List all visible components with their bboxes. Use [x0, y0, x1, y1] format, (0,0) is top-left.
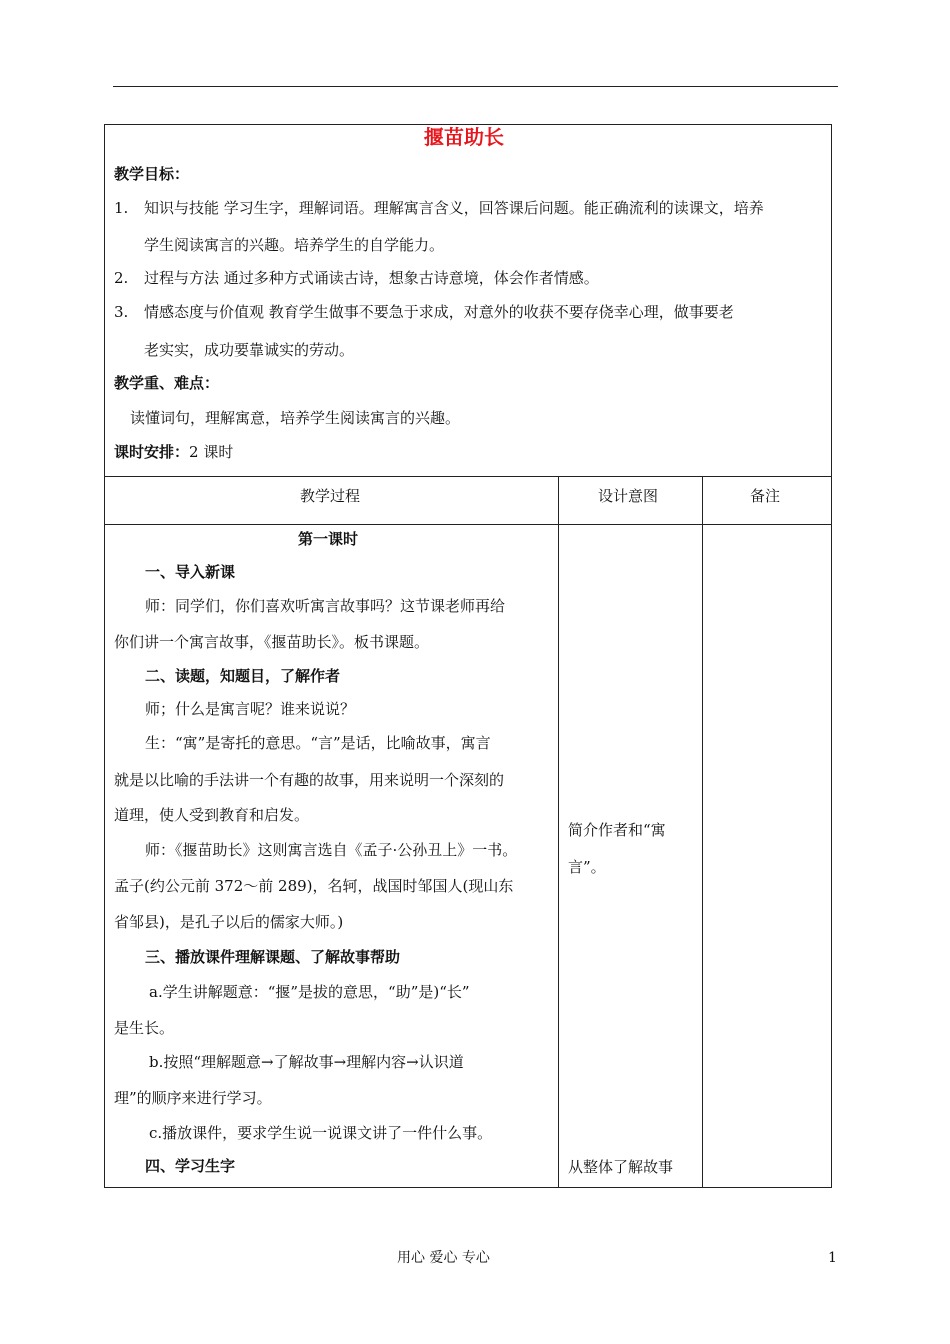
- process-text: 省邹县)，是孔子以后的儒家大师。): [114, 913, 344, 931]
- objective-number: 1.: [114, 199, 129, 217]
- section-heading: 四、学习生字: [145, 1157, 236, 1175]
- column-header-process: 教学过程: [300, 487, 361, 505]
- column-divider: [558, 476, 559, 1188]
- process-text: 是生长。: [114, 1019, 175, 1037]
- footer-motto: 用心 爱心 专心: [397, 1250, 490, 1266]
- process-text: 师；什么是寓言呢？谁来说说？: [145, 700, 356, 718]
- process-text: 你们讲一个寓言故事，《揠苗助长》。板书课题。: [114, 633, 430, 651]
- objective-number: 2.: [114, 269, 129, 287]
- objective-text: 学生阅读寓言的兴趣。培养学生的自学能力。: [144, 236, 445, 254]
- process-text: 师：同学们，你们喜欢听寓言故事吗？这节课老师再给: [145, 597, 506, 615]
- key-points-text: 读懂词句，理解寓意，培养学生阅读寓言的兴趣。: [130, 409, 461, 427]
- table-divider: [104, 476, 832, 477]
- schedule-value: 2 课时: [189, 443, 234, 461]
- process-text: a.学生讲解题意：“揠”是拔的意思，“助”是)“长”: [149, 983, 470, 1001]
- column-header-notes: 备注: [750, 487, 781, 505]
- section-heading: 二、读题，知题目，了解作者: [145, 667, 341, 685]
- process-text: 道理，使人受到教育和启发。: [114, 806, 310, 824]
- process-text: 孟子(约公元前 372～前 289)，名轲，战国时邹国人(现山东: [114, 877, 514, 895]
- column-header-design: 设计意图: [598, 487, 659, 505]
- process-text: c.播放课件，要求学生说一说课文讲了一件什么事。: [149, 1124, 493, 1142]
- lesson-heading: 第一课时: [298, 530, 359, 548]
- table-divider: [104, 524, 832, 525]
- page-number: 1: [828, 1250, 837, 1266]
- objective-text: 知识与技能 学习生字，理解词语。理解寓言含义，回答课后问题。能正确流利的读课文，培养: [144, 199, 764, 217]
- column-divider: [702, 476, 703, 1188]
- key-points-heading: 教学重、难点：: [114, 374, 220, 392]
- design-note: 言”。: [568, 858, 606, 876]
- schedule: [114, 442, 233, 462]
- schedule-label: 课时安排：: [114, 443, 190, 461]
- process-text: b.按照“理解题意→了解故事→理解内容→认识道: [149, 1053, 464, 1071]
- design-note: 从整体了解故事: [568, 1158, 674, 1176]
- objective-text: 老实实，成功要靠诚实的劳动。: [144, 341, 355, 359]
- section-heading: 一、导入新课: [145, 563, 236, 581]
- design-note: 简介作者和“寓: [568, 821, 666, 839]
- process-text: 生：“寓”是寄托的意思。“言”是话，比喻故事，寓言: [145, 734, 491, 752]
- objective-text: 情感态度与价值观 教育学生做事不要急于求成，对意外的收获不要存侥幸心理，做事要老: [144, 303, 734, 321]
- objectives-heading: 教学目标：: [114, 165, 190, 183]
- process-text: 理”的顺序来进行学习。: [114, 1089, 272, 1107]
- objective-text: 过程与方法 通过多种方式诵读古诗，想象古诗意境，体会作者情感。: [144, 269, 599, 287]
- process-text: 师：《揠苗助长》这则寓言选自《孟子·公孙丑上》一书。: [145, 841, 518, 859]
- page-title: 揠苗助长: [424, 125, 504, 149]
- process-text: 就是以比喻的手法讲一个有趣的故事，用来说明一个深刻的: [114, 771, 505, 789]
- header-rule: [113, 86, 838, 87]
- objective-number: 3.: [114, 303, 129, 321]
- section-heading: 三、播放课件理解课题、了解故事帮助: [145, 948, 401, 966]
